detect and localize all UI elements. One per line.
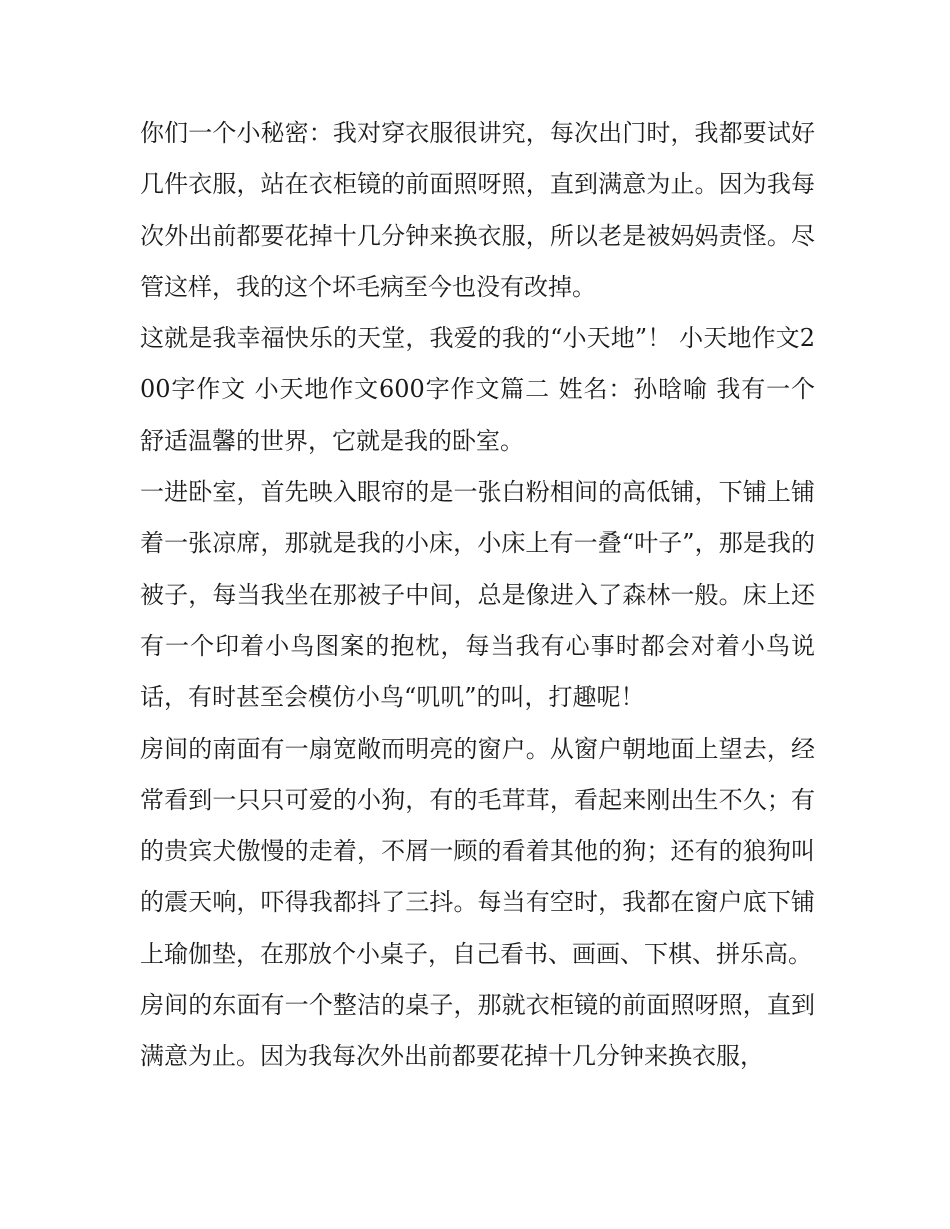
paragraph-2: 这就是我幸福快乐的天堂，我爱的我的“小天地”！ 小天地作文200字作文 小天地作文600字作文篇二 姓名：孙晗喻 我有一个舒适温馨的世界，它就是我的卧室。 [140,324,815,455]
document-body [140,108,815,1083]
paragraph-3: 一进卧室，首先映入眼帘的是一张白粉相间的高低铺，下铺上铺着一张凉席，那就是我的小床，小床上有一叠“叶子”，那是我的被子，每当我坐在那被子中间，总是像进入了森林一般。床上还有一个印着小鸟图案的抱枕，每当我有心事时都会对着小鸟说话，有时甚至会模仿小鸟“叽叽”的叫，打趣呢！ [140,478,815,712]
paragraph-5: 房间的东面有一个整洁的桌子，那就衣柜镜的前面照呀照，直到满意为止。因为我每次外出前都要花掉十几分钟来换衣服， [140,991,815,1071]
paragraph-4: 房间的南面有一扇宽敞而明亮的窗户。从窗户朝地面上望去，经常看到一只只可爱的小狗，有的毛茸茸，看起来刚出生不久；有的贵宾犬傲慢的走着，不屑一顾的看着其他的狗；还有的狼狗叫的震天响，吓得我都抖了三抖。每当有空时，我都在窗户底下铺上瑜伽垫，在那放个小桌子，自己看书、画画、下棋、拼乐高。 [140,734,815,968]
paragraph-1: 你们一个小秘密：我对穿衣服很讲究，每次出门时，我都要试好几件衣服，站在衣柜镜的前面照呀照，直到满意为止。因为我每次外出前都要花掉十几分钟来换衣服，所以老是被妈妈责怪。尽管这样，我的这个坏毛病至今也没有改掉。 [140,119,815,301]
